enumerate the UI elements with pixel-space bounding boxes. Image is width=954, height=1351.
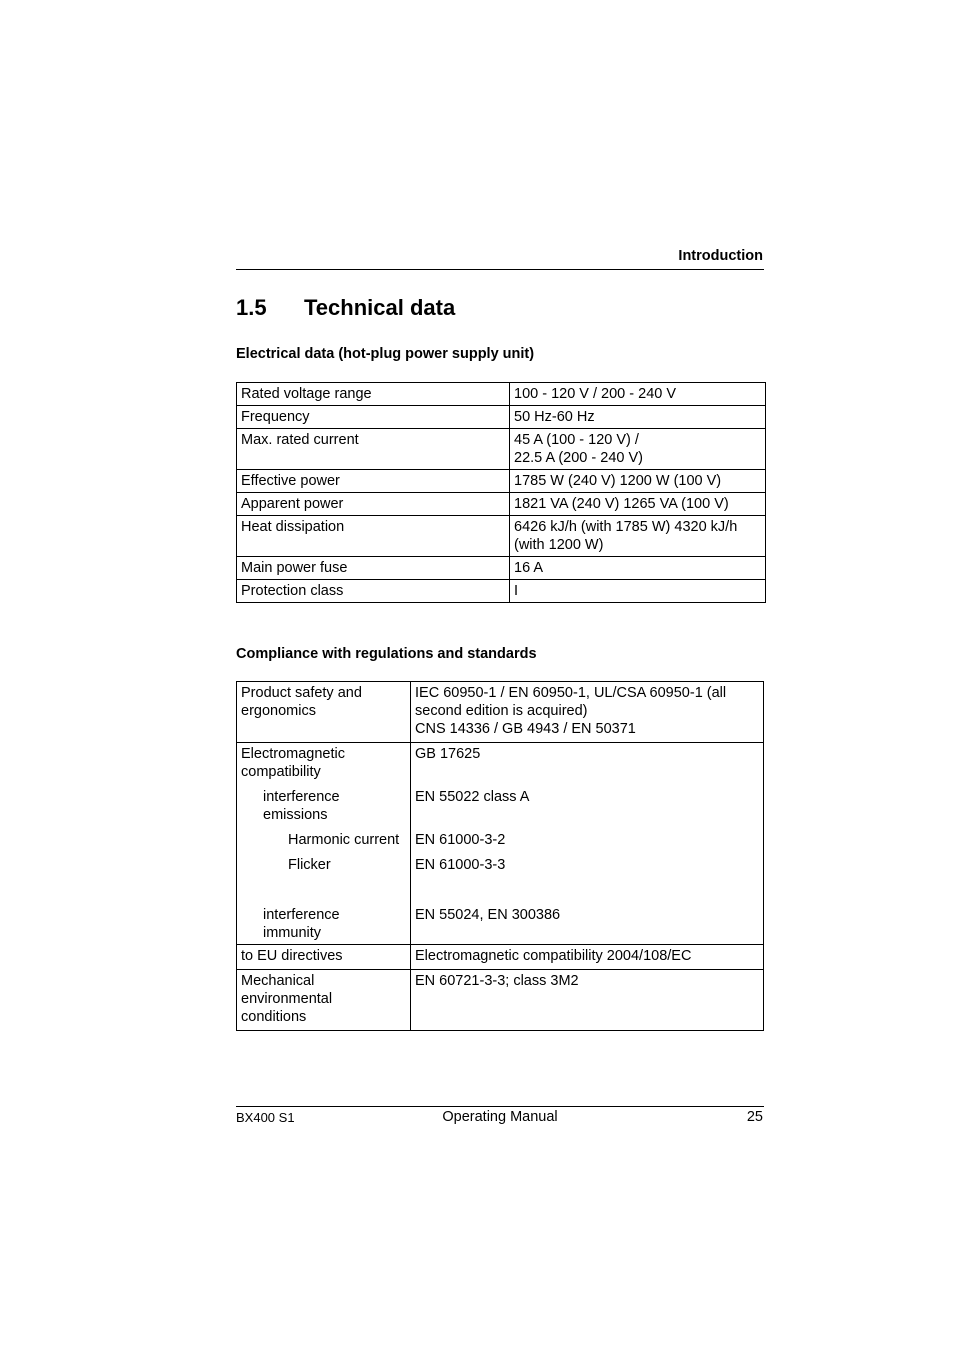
emc-value: GB 17625 [415,746,481,762]
section-number: 1.5 [236,295,267,320]
row-value: 16 A [510,557,766,580]
table-row [237,580,766,603]
footer-rule [236,1106,764,1107]
section-title [236,295,455,321]
footer-product: BX400 S1 [236,1110,295,1125]
row-label: Max. rated current [237,429,510,470]
row-label: Rated voltage range [237,383,510,406]
emc-label: Electromagnetic compatibility [241,746,345,780]
section-title-text: Technical data [304,295,456,320]
electrical-data-heading: Electrical data (hot-plug power supply unit) [236,346,535,362]
row-label: Effective power [237,470,510,493]
flicker-label: Flicker [288,857,331,873]
row-label: Frequency [237,406,510,429]
footer-doc-title: Operating Manual [442,1109,558,1125]
immunity-label: interference immunity [263,907,340,941]
table-row [237,557,766,580]
table-row [237,406,766,429]
row-value: 1821 VA (240 V) 1265 VA (100 V) [510,493,766,516]
flicker-value: EN 61000-3-3 [415,857,506,873]
table-row [237,743,764,945]
table-row [237,383,766,406]
compliance-heading: Compliance with regulations and standards [236,646,537,662]
row-value: 45 A (100 - 120 V) / 22.5 A (200 - 240 V) [510,429,766,470]
table-row [237,945,764,970]
row-value: 100 - 120 V / 200 - 240 V [510,383,766,406]
row-value: EN 60721-3-3; class 3M2 [411,970,764,1031]
table-row [237,970,764,1031]
emissions-value: EN 55022 class A [415,789,530,805]
row-label: Mechanical environmental conditions [237,970,411,1031]
table-row [237,682,764,743]
row-label: Product safety and ergonomics [237,682,411,743]
page-number: 25 [746,1109,763,1125]
header-rule [236,269,764,270]
row-value: 1785 W (240 V) 1200 W (100 V) [510,470,766,493]
immunity-value: EN 55024, EN 300386 [415,907,561,923]
row-label: Apparent power [237,493,510,516]
compliance-table [236,681,764,1031]
row-label: Protection class [237,580,510,603]
row-value: 50 Hz-60 Hz [510,406,766,429]
emissions-label: interference emissions [263,789,340,823]
harmonic-current-label: Harmonic current [288,832,400,848]
row-value: Electromagnetic compatibility 2004/108/EC [411,945,764,970]
row-value: 6426 kJ/h (with 1785 W) 4320 kJ/h (with 1200 W) [510,516,766,557]
emc-labels [237,743,411,945]
running-header: Introduction [678,248,763,264]
row-value: IEC 60950-1 / EN 60950-1, UL/CSA 60950-1 (all second edition is acquired) CNS 14336 / GB 4943 / EN 50371 [411,682,764,743]
table-row [237,470,766,493]
emc-values [411,743,764,945]
table-row [237,429,766,470]
harmonic-current-value: EN 61000-3-2 [415,832,506,848]
row-label: Heat dissipation [237,516,510,557]
electrical-data-table [236,382,766,603]
row-value: I [510,580,766,603]
table-row [237,493,766,516]
table-row [237,516,766,557]
row-label: to EU directives [237,945,411,970]
row-label: Main power fuse [237,557,510,580]
